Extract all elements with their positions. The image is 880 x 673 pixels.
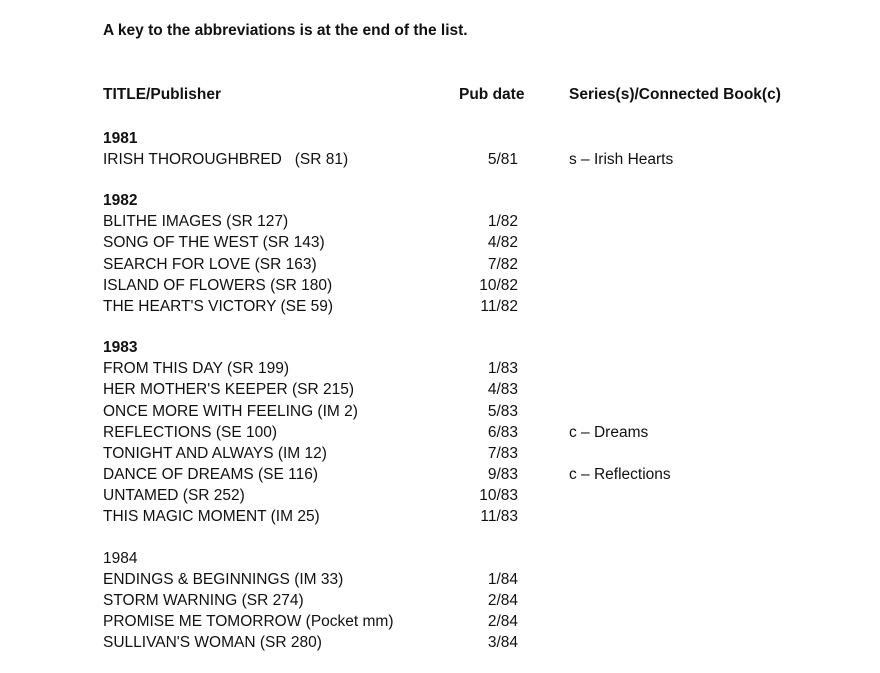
book-title: THE HEART'S VICTORY (SE 59) (103, 297, 334, 315)
pub-date: 10/83 (479, 487, 518, 505)
year-heading: 1981 (103, 130, 138, 147)
pub-date: 10/82 (479, 276, 518, 294)
year-section (0, 548, 880, 654)
book-title: DANCE OF DREAMS (SE 116) (103, 466, 319, 484)
book-row (0, 232, 880, 253)
column-header-row (0, 86, 880, 108)
book-row (0, 211, 880, 232)
pub-date: 11/83 (480, 508, 518, 526)
series-note: s – Irish Hearts (569, 151, 674, 168)
book-row (0, 379, 880, 400)
pub-date: 2/84 (487, 591, 518, 609)
pub-date: 6/83 (487, 423, 518, 441)
book-title: ONCE MORE WITH FEELING (IM 2) (103, 402, 358, 420)
book-row (0, 401, 880, 422)
book-title: PROMISE ME TOMORROW (Pocket mm) (103, 613, 394, 630)
pub-date: 5/81 (487, 151, 518, 168)
book-title: SULLIVAN'S WOMAN (SR 280) (103, 634, 322, 652)
book-title: REFLECTIONS (SE 100) (103, 423, 277, 441)
pub-date: 11/82 (480, 297, 518, 315)
pub-date: 1/82 (487, 213, 518, 231)
header-series: Series(s)/Connected Book(c) (569, 86, 781, 103)
intro-note: A key to the abbreviations is at the end of the list. (103, 22, 468, 39)
book-list (0, 128, 880, 673)
book-row (0, 506, 880, 527)
book-title: TONIGHT AND ALWAYS (IM 12) (103, 444, 327, 462)
year-section (0, 337, 880, 528)
book-title: SONG OF THE WEST (SR 143) (103, 234, 325, 252)
year-heading: 1982 (103, 192, 138, 210)
book-row (0, 254, 880, 275)
book-row (0, 464, 880, 485)
book-title: STORM WARNING (SR 274) (103, 591, 304, 609)
book-row (0, 149, 880, 170)
year-section (0, 128, 880, 170)
book-row (0, 275, 880, 296)
book-row (0, 485, 880, 506)
book-title: UNTAMED (SR 252) (103, 487, 245, 505)
book-title: SEARCH FOR LOVE (SR 163) (103, 255, 317, 273)
book-row (0, 632, 880, 653)
book-row (0, 590, 880, 611)
pub-date: 1/84 (487, 570, 518, 588)
pub-date: 7/83 (487, 444, 518, 462)
book-title: ENDINGS & BEGINNINGS (IM 33) (103, 570, 344, 588)
pub-date: 2/84 (487, 613, 518, 630)
book-row (0, 422, 880, 443)
year-heading: 1983 (103, 339, 138, 357)
book-row (0, 569, 880, 590)
book-row (0, 358, 880, 379)
book-row (0, 296, 880, 317)
pub-date: 1/83 (487, 360, 518, 378)
book-title: IRISH THOROUGHBRED (SR 81) (103, 151, 349, 168)
book-row (0, 443, 880, 464)
header-pub-date: Pub date (459, 86, 525, 103)
pub-date: 9/83 (487, 466, 518, 484)
book-title: THIS MAGIC MOMENT (IM 25) (103, 508, 320, 526)
book-title: ISLAND OF FLOWERS (SR 180) (103, 276, 333, 294)
pub-date: 5/83 (487, 402, 518, 420)
pub-date: 4/83 (487, 381, 518, 399)
year-section (0, 190, 880, 317)
pub-date: 7/82 (487, 255, 518, 273)
year-heading: 1984 (103, 549, 138, 567)
book-row (0, 611, 880, 632)
pub-date: 3/84 (487, 634, 518, 652)
book-title: BLITHE IMAGES (SR 127) (103, 213, 289, 231)
header-title: TITLE/Publisher (103, 86, 221, 103)
book-title: HER MOTHER'S KEEPER (SR 215) (103, 381, 355, 399)
pub-date: 4/82 (487, 234, 518, 252)
book-title: FROM THIS DAY (SR 199) (103, 360, 290, 378)
series-note: c – Dreams (569, 423, 649, 441)
series-note: c – Reflections (569, 466, 671, 484)
